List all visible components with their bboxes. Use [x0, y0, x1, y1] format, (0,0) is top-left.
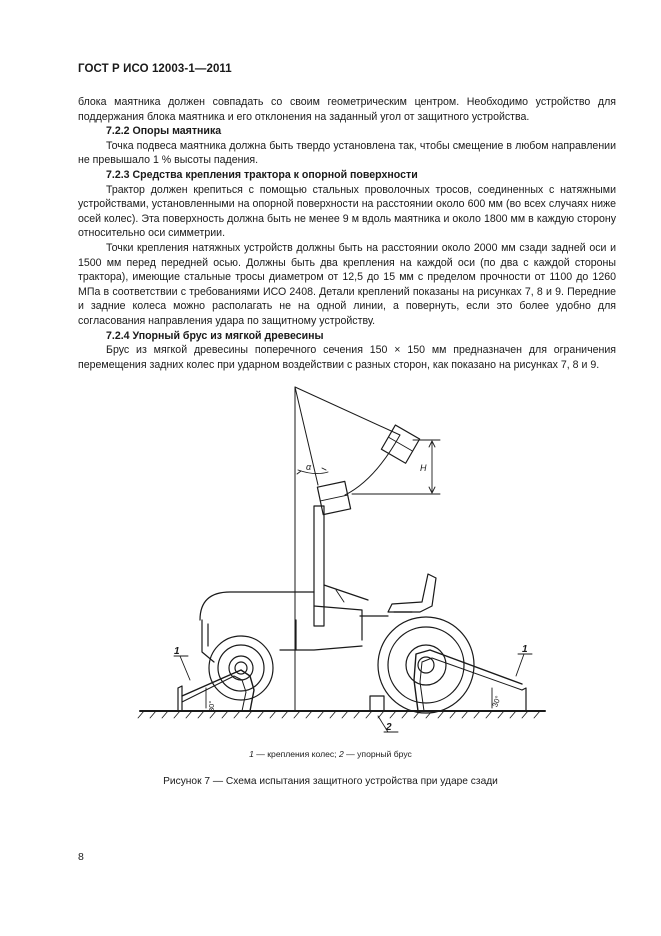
softwood-beam	[360, 696, 392, 711]
figure-7-diagram	[130, 380, 550, 740]
figure-legend	[0, 749, 661, 759]
rear-wheel	[378, 617, 474, 713]
paragraph-softwood-beam: Брус из мягкой древесины поперечного сечения 150 × 150 мм предназначен для ограничения перемещения задних колес при ударном воздействии с разных сторон, как показано на рисунках 7, 8 и 9.	[78, 344, 616, 371]
callout-1-left: 1	[174, 646, 180, 657]
label-h: H	[420, 463, 427, 473]
legend-item-1-number: 1	[249, 749, 254, 759]
label-angle-left: 30°	[207, 700, 216, 712]
callout-leaders	[174, 654, 532, 732]
section-heading-7-2-3: 7.2.3 Средства крепления трактора к опорной поверхности	[106, 168, 418, 181]
legend-item-2-number: 2	[338, 749, 344, 759]
section-heading-7-2-2: 7.2.2 Опоры маятника	[106, 125, 222, 138]
tractor-body	[200, 574, 436, 662]
ground-surface	[138, 711, 545, 718]
front-wheel	[209, 636, 273, 700]
document-header: ГОСТ Р ИСО 12003-1—2011	[78, 63, 232, 75]
section-heading-7-2-4: 7.2.4 Упорный брус из мягкой древесины	[106, 329, 324, 342]
label-angle-right: 30°	[490, 694, 503, 709]
legend-item-2-text: — упорный брус	[343, 749, 412, 759]
wheel-tie-downs	[174, 650, 534, 711]
callout-1-right: 1	[522, 644, 528, 655]
page-number: 8	[78, 851, 84, 863]
legend-item-1-text: — крепления колес;	[253, 749, 339, 759]
pendulum-block-impact	[317, 481, 350, 514]
pendulum-block-raised	[381, 425, 419, 463]
paragraph-anchor-points: Точки крепления натяжных устройств должны быть на расстоянии около 2000 мм сзади задней оси и 1500 мм перед передней осью. Должны быть два крепления на каждой оси (по два с каждой стороны трактора), имеющие стальные тросы диаметром от 12,5 до 15 мм с пределом прочности от 1100 до 1260 МПа в соответствии с требованиями ИСО 2408. Детали креплений показаны на рисунках 7, 8 и 9. Передние и задние колеса можно располагать не на одной линии, а повернуть, если это более удобно для согласования направления удара по защитному устройству.	[78, 241, 616, 327]
figure-caption: Рисунок 7 — Схема испытания защитного устройства при ударе сзади	[163, 776, 498, 787]
body-text	[78, 95, 616, 372]
label-alpha: α	[306, 462, 312, 472]
callout-2: 2	[386, 722, 392, 733]
paragraph-tractor-fastening: Трактор должен крепиться с помощью стальных проволочных тросов, соединенных с натяжными устройствами, установленными на опорной поверхности на расстоянии около 600 мм (во всех случаях ниже осей колес). Эта поверхность должна быть не менее 9 м вдоль маятника и около 1800 мм в каждую сторону относительно оси симметрии.	[78, 183, 616, 240]
paragraph-pendulum-supports: Точка подвеса маятника должна быть твердо установлена так, чтобы смещение в любом направлении не превышало 1 % высоты падения.	[78, 139, 616, 167]
paragraph-continuation: блока маятника должен совпадать со своим геометрическим центром. Необходимо устройство для поддержания блока маятника и его отклонения на заданный угол от защитного устройства.	[78, 96, 616, 123]
